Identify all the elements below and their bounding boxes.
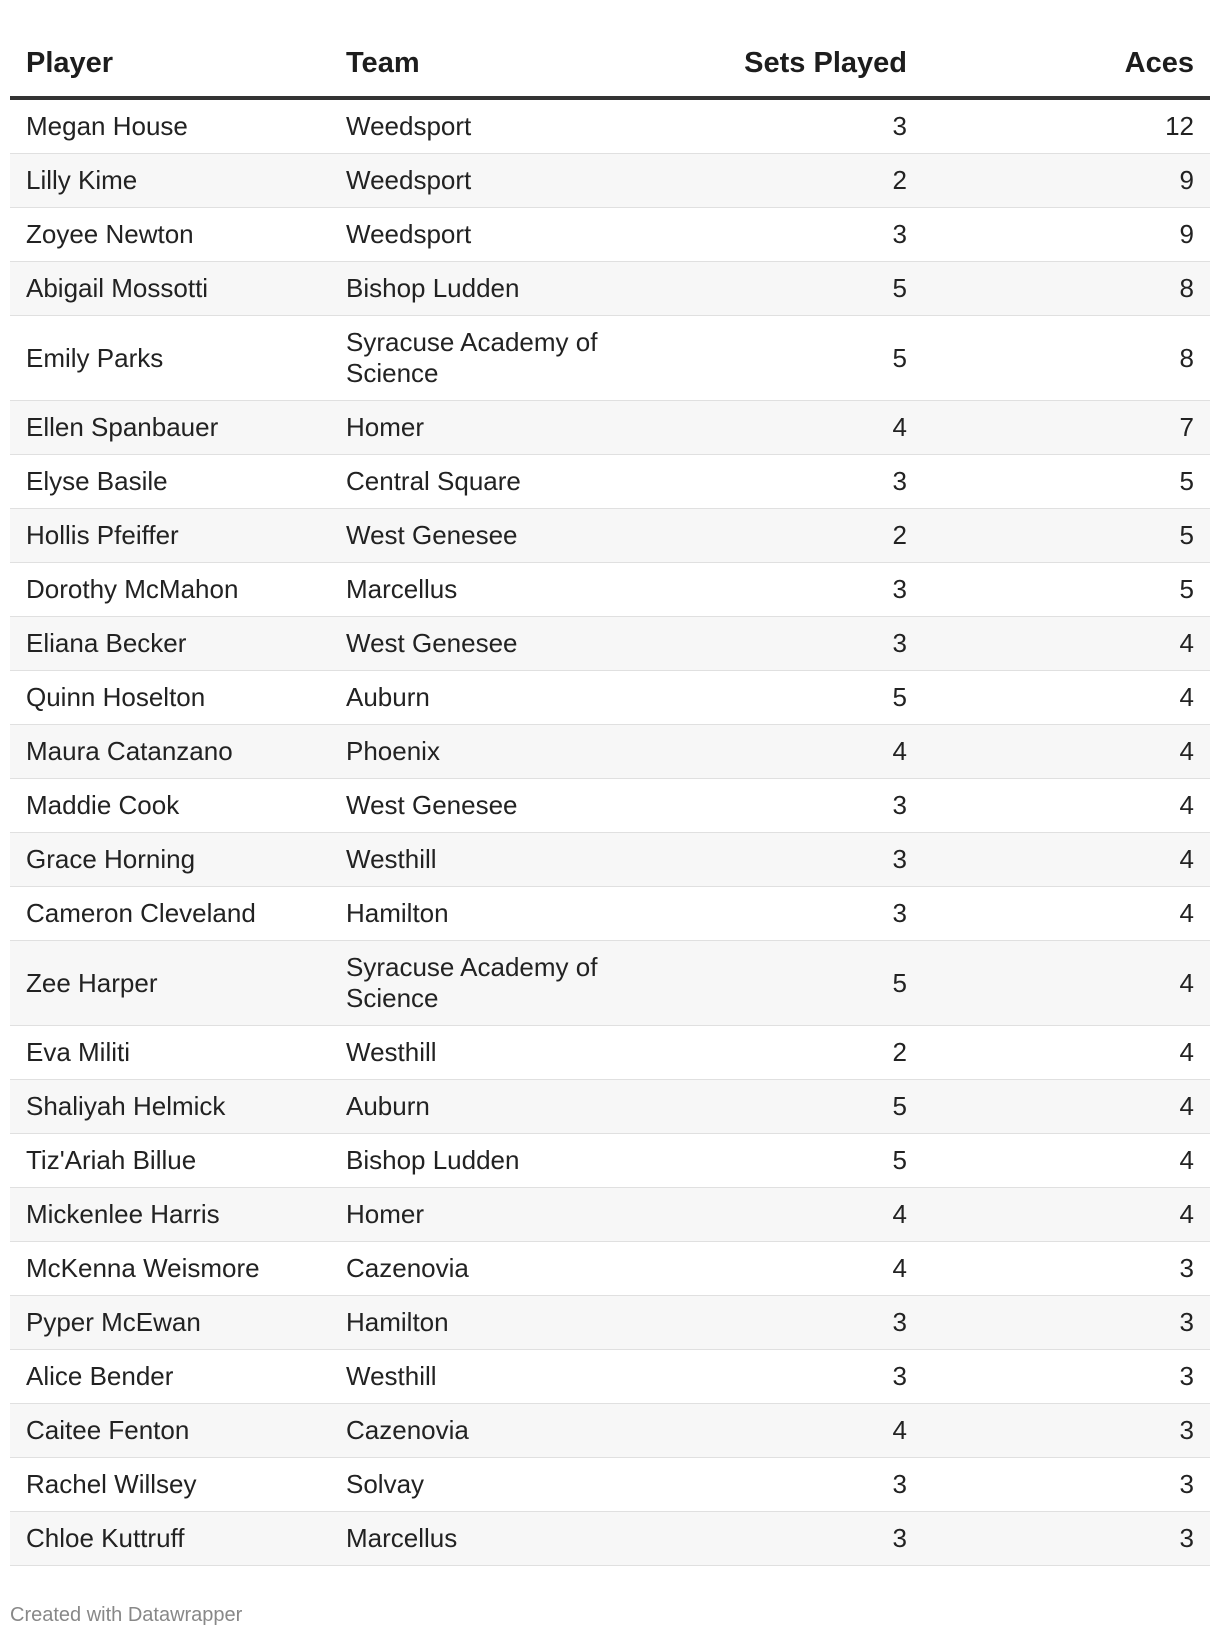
- sets-played-cell: 5: [630, 262, 923, 316]
- aces-cell: 3: [923, 1350, 1210, 1404]
- table-row: [10, 1242, 1210, 1296]
- aces-cell: 4: [923, 1026, 1210, 1080]
- player-cell: Quinn Hoselton: [10, 671, 330, 725]
- player-cell: Zoyee Newton: [10, 208, 330, 262]
- sets-played-cell: 3: [630, 1512, 923, 1566]
- table-row: [10, 1512, 1210, 1566]
- aces-cell: 4: [923, 887, 1210, 941]
- team-cell: Auburn: [330, 1080, 630, 1134]
- table-row: [10, 401, 1210, 455]
- table-row: [10, 725, 1210, 779]
- table-row: [10, 833, 1210, 887]
- sets-played-cell: 3: [630, 617, 923, 671]
- aces-cell: 12: [923, 98, 1210, 154]
- aces-cell: 3: [923, 1512, 1210, 1566]
- table-row: [10, 1350, 1210, 1404]
- table-row: [10, 1188, 1210, 1242]
- aces-cell: 4: [923, 671, 1210, 725]
- table-row: [10, 509, 1210, 563]
- sets-played-cell: 2: [630, 154, 923, 208]
- table-header-row: [10, 30, 1210, 98]
- aces-cell: 4: [923, 1134, 1210, 1188]
- sets-played-cell: 4: [630, 401, 923, 455]
- team-cell: Westhill: [330, 1350, 630, 1404]
- aces-cell: 3: [923, 1458, 1210, 1512]
- player-cell: Caitee Fenton: [10, 1404, 330, 1458]
- sets-played-cell: 2: [630, 1026, 923, 1080]
- team-cell: Syracuse Academy of Science: [330, 941, 630, 1026]
- team-cell: Cazenovia: [330, 1242, 630, 1296]
- team-cell: Weedsport: [330, 208, 630, 262]
- team-cell: Westhill: [330, 833, 630, 887]
- team-cell: Hamilton: [330, 887, 630, 941]
- sets-played-cell: 3: [630, 98, 923, 154]
- aces-cell: 4: [923, 725, 1210, 779]
- player-cell: Eliana Becker: [10, 617, 330, 671]
- sets-played-cell: 4: [630, 1404, 923, 1458]
- aces-cell: 9: [923, 154, 1210, 208]
- aces-cell: 4: [923, 1080, 1210, 1134]
- sets-played-cell: 2: [630, 509, 923, 563]
- aces-cell: 4: [923, 1188, 1210, 1242]
- player-cell: Hollis Pfeiffer: [10, 509, 330, 563]
- team-cell: Homer: [330, 401, 630, 455]
- player-cell: Eva Militi: [10, 1026, 330, 1080]
- datawrapper-credit: Created with Datawrapper: [10, 1604, 243, 1626]
- aces-cell: 4: [923, 617, 1210, 671]
- table-row: [10, 887, 1210, 941]
- sets-played-cell: 3: [630, 887, 923, 941]
- team-cell: Marcellus: [330, 1512, 630, 1566]
- data-table: [10, 30, 1210, 1566]
- sets-played-cell: 5: [630, 941, 923, 1026]
- table-row: [10, 98, 1210, 154]
- team-cell: Bishop Ludden: [330, 1134, 630, 1188]
- player-cell: Elyse Basile: [10, 455, 330, 509]
- team-cell: Weedsport: [330, 154, 630, 208]
- player-cell: Cameron Cleveland: [10, 887, 330, 941]
- aces-cell: 5: [923, 509, 1210, 563]
- sets-played-cell: 4: [630, 725, 923, 779]
- table-row: [10, 455, 1210, 509]
- team-cell: Solvay: [330, 1458, 630, 1512]
- player-cell: Shaliyah Helmick: [10, 1080, 330, 1134]
- table-row: [10, 1404, 1210, 1458]
- aces-cell: 4: [923, 941, 1210, 1026]
- team-cell: Bishop Ludden: [330, 262, 630, 316]
- table-row: [10, 1458, 1210, 1512]
- sets-played-cell: 5: [630, 1134, 923, 1188]
- table-row: [10, 671, 1210, 725]
- team-cell: Weedsport: [330, 98, 630, 154]
- player-cell: Tiz'Ariah Billue: [10, 1134, 330, 1188]
- sets-played-cell: 3: [630, 1296, 923, 1350]
- player-cell: Grace Horning: [10, 833, 330, 887]
- sets-played-cell: 3: [630, 455, 923, 509]
- sets-played-cell: 3: [630, 208, 923, 262]
- table-body: [10, 98, 1210, 1566]
- table-row: [10, 1026, 1210, 1080]
- player-cell: Abigail Mossotti: [10, 262, 330, 316]
- column-header-sets-played[interactable]: Sets Played: [630, 30, 923, 98]
- table-row: [10, 262, 1210, 316]
- player-cell: Maddie Cook: [10, 779, 330, 833]
- team-cell: Syracuse Academy of Science: [330, 316, 630, 401]
- sets-played-cell: 5: [630, 671, 923, 725]
- table-row: [10, 1296, 1210, 1350]
- team-cell: West Genesee: [330, 779, 630, 833]
- aces-cell: 4: [923, 779, 1210, 833]
- sets-played-cell: 5: [630, 316, 923, 401]
- sets-played-cell: 3: [630, 563, 923, 617]
- aces-cell: 4: [923, 833, 1210, 887]
- table-row: [10, 316, 1210, 401]
- player-cell: Pyper McEwan: [10, 1296, 330, 1350]
- aces-cell: 7: [923, 401, 1210, 455]
- table-row: [10, 1134, 1210, 1188]
- sets-played-cell: 3: [630, 1350, 923, 1404]
- player-cell: Zee Harper: [10, 941, 330, 1026]
- sets-played-cell: 3: [630, 779, 923, 833]
- player-cell: Ellen Spanbauer: [10, 401, 330, 455]
- team-cell: Westhill: [330, 1026, 630, 1080]
- column-header-aces[interactable]: Aces: [923, 30, 1210, 98]
- team-cell: Auburn: [330, 671, 630, 725]
- team-cell: Phoenix: [330, 725, 630, 779]
- team-cell: Hamilton: [330, 1296, 630, 1350]
- player-cell: Chloe Kuttruff: [10, 1512, 330, 1566]
- player-cell: Mickenlee Harris: [10, 1188, 330, 1242]
- table-row: [10, 617, 1210, 671]
- sets-played-cell: 3: [630, 833, 923, 887]
- table-row: [10, 563, 1210, 617]
- player-cell: Maura Catanzano: [10, 725, 330, 779]
- player-cell: McKenna Weismore: [10, 1242, 330, 1296]
- player-cell: Dorothy McMahon: [10, 563, 330, 617]
- aces-cell: 8: [923, 262, 1210, 316]
- team-cell: Central Square: [330, 455, 630, 509]
- sets-played-cell: 4: [630, 1242, 923, 1296]
- team-cell: West Genesee: [330, 509, 630, 563]
- player-cell: Lilly Kime: [10, 154, 330, 208]
- aces-cell: 8: [923, 316, 1210, 401]
- aces-cell: 5: [923, 455, 1210, 509]
- sets-played-cell: 5: [630, 1080, 923, 1134]
- data-table-container: [10, 30, 1210, 1566]
- table-row: [10, 154, 1210, 208]
- player-cell: Megan House: [10, 98, 330, 154]
- player-cell: Alice Bender: [10, 1350, 330, 1404]
- aces-cell: 3: [923, 1242, 1210, 1296]
- table-row: [10, 779, 1210, 833]
- aces-cell: 3: [923, 1296, 1210, 1350]
- team-cell: Cazenovia: [330, 1404, 630, 1458]
- column-header-team[interactable]: Team: [330, 30, 630, 98]
- team-cell: Homer: [330, 1188, 630, 1242]
- table-row: [10, 208, 1210, 262]
- player-cell: Rachel Willsey: [10, 1458, 330, 1512]
- team-cell: West Genesee: [330, 617, 630, 671]
- aces-cell: 5: [923, 563, 1210, 617]
- table-row: [10, 941, 1210, 1026]
- column-header-player[interactable]: Player: [10, 30, 330, 98]
- sets-played-cell: 4: [630, 1188, 923, 1242]
- sets-played-cell: 3: [630, 1458, 923, 1512]
- aces-cell: 3: [923, 1404, 1210, 1458]
- aces-cell: 9: [923, 208, 1210, 262]
- player-cell: Emily Parks: [10, 316, 330, 401]
- team-cell: Marcellus: [330, 563, 630, 617]
- table-row: [10, 1080, 1210, 1134]
